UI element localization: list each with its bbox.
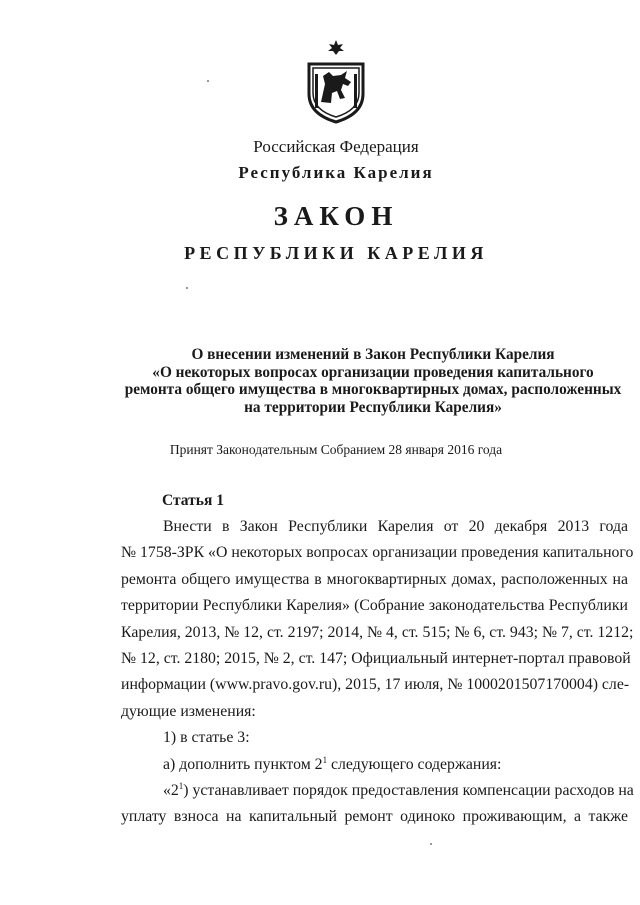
heading-line: «О некоторых вопросах организации проведения капитального (152, 363, 594, 381)
body-line: № 12, ст. 2180; 2015, № 2, ст. 147; Официальный интернет-портал правовой (121, 649, 631, 667)
scan-speck (430, 843, 432, 845)
body-line: Внести в Закон Республики Карелия от 20 декабря 2013 года (163, 518, 628, 535)
country-name: Российская Федерация (253, 137, 419, 156)
heading-line: ремонта общего имущества в многоквартирных домах, расположенных (124, 381, 622, 398)
body-line: дующие изменения: (121, 702, 256, 720)
heading-line: на территории Республики Карелия» (244, 398, 502, 416)
item-a-tail: следующего содержания: (327, 755, 502, 773)
law-heading (118, 346, 628, 416)
quote-superscript: 1 (178, 780, 184, 791)
scan-speck (186, 287, 188, 289)
body-line: Карелия, 2013, № 12, ст. 2197; 2014, № 4, ст. 515; № 6, ст. 943; № 7, ст. 1212; (121, 623, 634, 641)
list-item-a (121, 752, 628, 778)
adoption-note: Принят Законодательным Собранием 28 января 2016 года (169, 442, 503, 457)
body-line: ремонта общего имущества в многоквартирных домах, расположенных на (121, 570, 628, 588)
body-line: № 1758-ЗРК «О некоторых вопросах организации проведения капитального (121, 544, 634, 562)
quote-line (121, 778, 634, 804)
item-a-superscript: 1 (322, 754, 328, 765)
body-line: территории Республики Карелия» (Собрание законодательства Республики (121, 597, 628, 615)
karelia-coat-of-arms-icon (301, 38, 371, 124)
law-subtitle: РЕСПУБЛИКИ КАРЕЛИЯ (184, 243, 488, 263)
article-body (121, 514, 634, 831)
list-item-1: 1) в статье 3: (163, 729, 250, 747)
heading-line: О внесении изменений в Закон Республики Карелия (191, 346, 555, 363)
republic-name: Республика Карелия (238, 163, 434, 182)
quote-rest: ) устанавливает порядок предоставления компенсации расходов на (183, 781, 634, 799)
body-line: информации (www.pravo.gov.ru), 2015, 17 июля, № 1000201507170004) сле- (121, 676, 630, 694)
quote-open: «2 (163, 781, 179, 799)
scan-speck (207, 80, 209, 82)
article-title: Статья 1 (162, 492, 224, 509)
item-a-text: а) дополнить пунктом 2 (163, 755, 323, 773)
body-line: уплату взноса на капитальный ремонт одиноко проживающим, а также (121, 808, 628, 826)
law-title: ЗАКОН (273, 201, 399, 231)
